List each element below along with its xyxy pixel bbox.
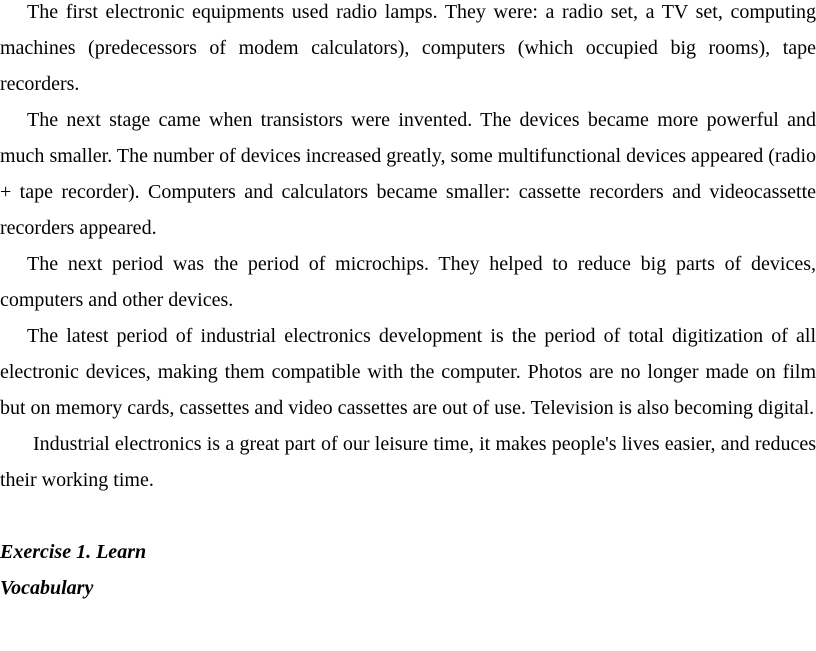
paragraph-leisure: Industrial electronics is a great part of our leisure time, it makes people's lives easier, and reduces their working time. [0,433,816,491]
vocabulary-heading: Vocabulary [0,577,94,599]
paragraph-microchips: The next period was the period of microchips. They helped to reduce big parts of devices, computers and other devices. [0,253,816,311]
paragraph-radio-lamps: The first electronic equipments used radio lamps. They were: a radio set, a TV set, computing machines (predecessors of modem calculators), computers (which occupied big rooms), tape recorders. [0,1,816,95]
exercise-heading: Exercise 1. Learn [0,541,147,563]
paragraph-transistors: The next stage came when transistors were invented. The devices became more powerful and much smaller. The number of devices increased greatly, some multifunctional devices appeared (radio + tape recorder). Computers and calculators became smaller: cassette recorders and videocassette recorders appeared. [0,109,816,239]
paragraph-digitization: The latest period of industrial electronics development is the period of total digitization of all electronic devices, making them compatible with the computer. Photos are no longer made on film but on memory cards, cassettes and video cassettes are out of use. Television is also becoming digital. [0,325,816,419]
